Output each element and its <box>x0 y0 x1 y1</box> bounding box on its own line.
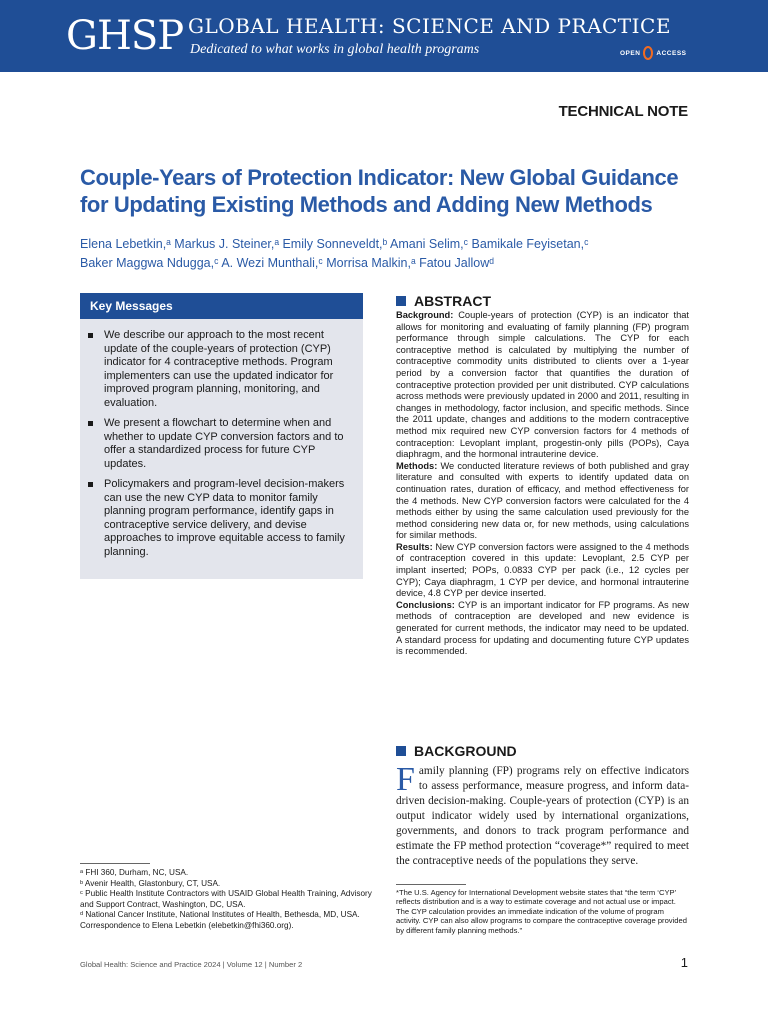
open-access-right-label: ACCESS <box>656 49 687 57</box>
abstract-background-label: Background: <box>396 310 454 320</box>
background-text <box>396 761 689 869</box>
abstract-conclusions-label: Conclusions: <box>396 599 455 610</box>
background-paragraph: amily planning (FP) programs rely on effective indicators to assess performance, measure progress, and inform data-driven decision-making. Couple-years of protection (CYP) is an output indicator widely used by international organizations, governments, and donors to track program performance and estimate the FP method protection “coverage*” required to meet the contraceptive needs of the populations they serve. <box>396 765 689 867</box>
abstract-text <box>396 310 689 658</box>
journal-header <box>0 0 768 72</box>
page-number: 1 <box>680 955 688 970</box>
key-message-item: Policymakers and program-level decision-makers can use the new CYP data to monitor family planning program performance, identify gaps in contraceptive service delivery, and devise approaches to improve equitable access to family planning. <box>102 478 351 559</box>
authors-line-2: Baker Maggwa Ndugga,ᶜ A. Wezi Munthali,ᶜ Morrisa Malkin,ᵃ Fatou Jallowᵈ <box>80 256 494 270</box>
section-marker-icon <box>396 296 406 306</box>
article-title: Couple-Years of Protection Indicator: New Global Guidance for Updating Existing Methods and Adding New Methods <box>80 165 679 217</box>
affiliations <box>80 868 380 932</box>
affiliations-rule <box>80 863 150 864</box>
correspondence: Correspondence to Elena Lebetkin (elebetkin@fhi360.org). <box>80 920 294 930</box>
abstract-results: New CYP conversion factors were assigned to the 4 methods of contraception covered in this update: Levoplant, 2.5 CYP per implant inserted; POPs, 0.0833 CYP per pack (i.e., 12 cycles per CYP); Caya diaphragm, 1 CYP per device, and hormonal intrauterine device, 4.8 CYP per device inserted. <box>396 541 689 599</box>
authors-line-1: Elena Lebetkin,ᵃ Markus J. Steiner,ᵃ Emily Sonneveldt,ᵇ Amani Selim,ᶜ Bamikale Feyisetan,ᶜ <box>80 237 589 251</box>
drop-cap: F <box>396 761 415 798</box>
author-list <box>80 235 700 273</box>
abstract-methods-label: Methods: <box>396 460 438 471</box>
abstract-heading <box>396 293 491 309</box>
footer-citation: Global Health: Science and Practice 2024 | Volume 12 | Number 2 <box>80 960 303 969</box>
journal-logo: GHSP <box>66 13 184 59</box>
abstract-methods: We conducted literature reviews of both published and gray literature and consulted with experts to identify updated data on continuation rates, duration of efficacy, and method effectiveness for the 4 methods. New CYP conversion factors were calculated for the 4 methods either by using the same calculation used previously for the method considering new data or, for new methods, using calculations for similar methods. <box>396 460 689 541</box>
affiliation-item: ᶜ Public Health Institute Contractors with USAID Global Health Training, Advisory and Support Contract, Washington, DC, USA. <box>80 889 372 909</box>
key-message-item: We describe our approach to the most recent update of the couple-years of protection (CYP) indicator for 4 contraceptive methods. Program implementers can use the updated indicator for improved program planning, monitoring, and evaluation. <box>102 329 351 410</box>
key-messages-box <box>80 293 363 579</box>
abstract-results-label: Results: <box>396 541 433 552</box>
open-access-lock-icon <box>643 46 653 60</box>
footnote: *The U.S. Agency for International Development website states that “the term ‘CYP’ reflects distribution and is a way to estimate coverage and not actual use or impact. The CYP calculation provides an immediate indication of the volume of program activity. CYP can also allow programs to compare the contraceptive coverage provided by different family planning methods.” <box>396 888 687 935</box>
open-access-left-label: OPEN <box>620 49 641 57</box>
journal-tagline: Dedicated to what works in global health programs <box>190 42 480 57</box>
open-access-badge <box>620 46 687 60</box>
abstract-background: Couple-years of protection (CYP) is an indicator that allows for monitoring and evaluating of family planning (FP) program performance through simple calculations. The CYP for each contraceptive method is calculated by multiplying the number of contraceptive commodity units distributed to clients over a 1-year period by a conversion factor that quantifies the duration of contraceptive protection provided per unit distributed. CYP calculations across methods were previously updated in 2000 and 2011, resulting in changes in methodology, factor inclusion, and specific methods. Since the 2011 update, changes and additions to the modern contraceptive method mix required new CYP conversion factors for 4 methods of contraception: Levoplant implant, progestin-only pills (POPs), Caya diaphragm, and the hormonal intrauterine device. <box>396 310 689 460</box>
key-messages-list <box>80 329 363 559</box>
affiliation-item: ᵇ Avenir Health, Glastonbury, CT, USA. <box>80 878 221 888</box>
abstract-conclusions: CYP is an important indicator for FP programs. As new methods of contraception are developed and new evidence is generated for current methods, the indicator may need to be updated. A standard process for updating and documenting future CYP updates is recommended. <box>396 599 689 657</box>
affiliation-item: ᵃ FHI 360, Durham, NC, USA. <box>80 868 189 877</box>
footnote-rule <box>396 884 466 885</box>
abstract-heading-label: ABSTRACT <box>414 293 491 309</box>
key-messages-heading: Key Messages <box>80 293 363 319</box>
journal-title: GLOBAL HEALTH: SCIENCE AND PRACTICE <box>188 14 671 38</box>
article-type: TECHNICAL NOTE <box>558 103 688 120</box>
section-marker-icon <box>396 746 406 756</box>
affiliation-item: ᵈ National Cancer Institute, National Institutes of Health, Bethesda, MD, USA. <box>80 910 360 920</box>
background-heading-label: BACKGROUND <box>414 743 517 759</box>
background-heading <box>396 743 517 759</box>
key-message-item: We present a flowchart to determine when and whether to update CYP conversion factors and to offer a standardized process for future CYP updates. <box>102 417 351 471</box>
